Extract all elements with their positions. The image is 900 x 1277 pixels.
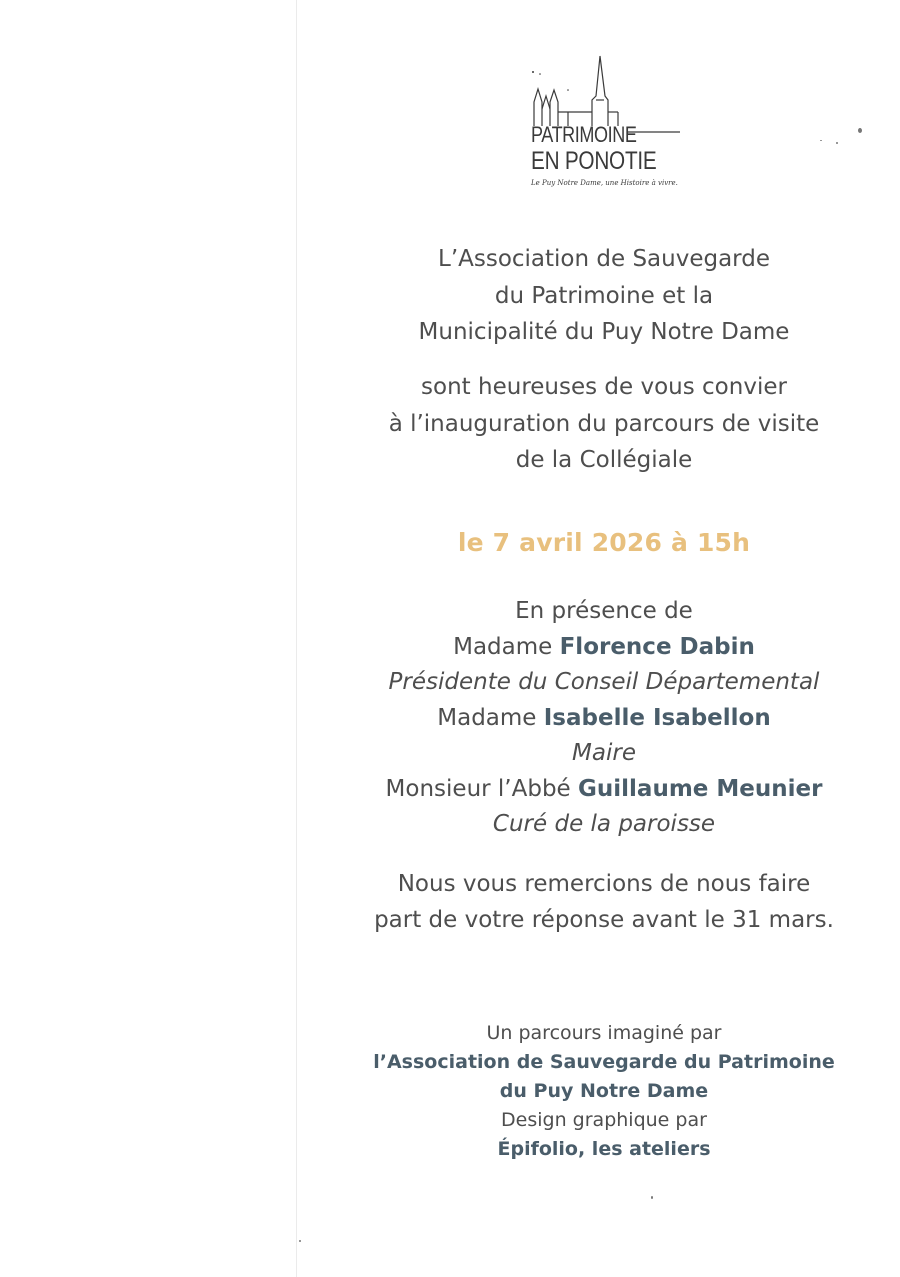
logo-wordmark-line2: EN PONOTIE: [531, 147, 657, 175]
logo-tagline: Le Puy Notre Dame, une Histoire à vivre.: [531, 179, 678, 187]
guest-title: Monsieur l’Abbé: [385, 775, 571, 802]
guest-name: Guillaume Meunier: [578, 775, 823, 802]
guest-name: Isabelle Isabellon: [543, 704, 771, 731]
guest-entry: [336, 772, 872, 808]
hosts-line: du Patrimoine et la: [494, 282, 714, 309]
guests-intro: En présence de: [515, 598, 693, 624]
logo: [528, 52, 688, 194]
rsvp-paragraph: [336, 867, 872, 938]
credits-intro: Un parcours imaginé par: [486, 1022, 722, 1044]
guest-title: Madame: [453, 633, 553, 660]
credits-organization: l’Association de Sauvegarde du Patrimoine: [373, 1051, 835, 1073]
guest-role: Maire: [572, 740, 636, 766]
invitation-line: sont heureuses de vous convier: [421, 374, 787, 400]
invitation-paragraph: [336, 369, 872, 479]
hosts-line: L’Association de Sauvegarde: [438, 246, 770, 272]
page-fold-line: [296, 0, 297, 1277]
scan-speck: [651, 1196, 653, 1199]
hosts-paragraph: [336, 241, 872, 351]
guest-entry: [336, 701, 872, 737]
guest-role: Présidente du Conseil Départemental: [388, 669, 820, 695]
rsvp-line: part de votre réponse avant le 31 mars.: [374, 906, 834, 933]
invitation-line: de la Collégiale: [515, 447, 693, 473]
credits-designer: Épifolio, les ateliers: [497, 1138, 711, 1160]
credits-section: [336, 1019, 872, 1164]
rsvp-line: Nous vous remercions de nous faire: [397, 871, 811, 897]
scan-speck: [858, 128, 862, 133]
guest-name: Florence Dabin: [559, 633, 755, 660]
credits-design-label: Design graphique par: [501, 1109, 707, 1131]
guests-section: [336, 594, 872, 843]
credits-organization: du Puy Notre Dame: [499, 1080, 709, 1102]
scan-speck: [836, 142, 838, 144]
invitation-line: à l’inauguration du parcours de visite: [388, 410, 820, 437]
guest-title: Madame: [437, 704, 537, 731]
scan-speck: [820, 140, 822, 141]
guest-entry: [336, 630, 872, 666]
hosts-line: Municipalité du Puy Notre Dame: [418, 319, 790, 345]
event-date: le 7 avril 2026 à 15h: [457, 528, 751, 557]
logo-wordmark-line1: PATRIMOINE: [531, 122, 637, 147]
scan-speck: [299, 1240, 301, 1242]
guest-role: Curé de la paroisse: [492, 811, 716, 837]
